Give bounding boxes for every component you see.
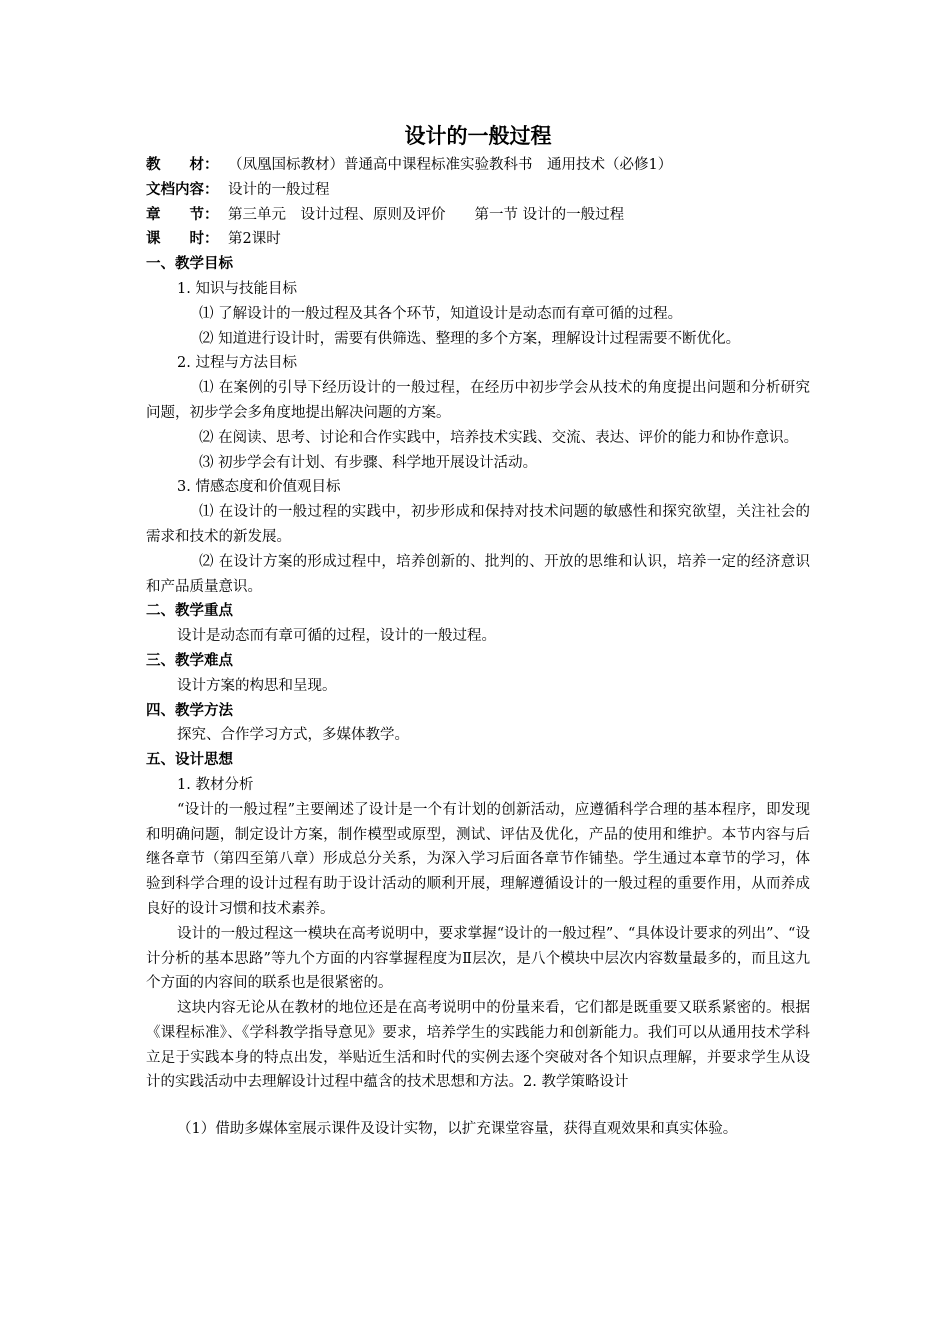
- goal-item: ⑵ 知道进行设计时，需要有供筛选、整理的多个方案，理解设计过程需要不断优化。: [199, 330, 741, 347]
- subsection-title: 1. 教材分析: [177, 776, 254, 793]
- meta-row-chapter: [146, 203, 810, 228]
- subsection-title: 2. 过程与方法目标: [177, 355, 297, 372]
- goal-item: ⑴ 了解设计的一般过程及其各个环节，知道设计是动态而有章可循的过程。: [199, 305, 683, 322]
- section-heading-goals: 一、教学目标: [146, 256, 233, 273]
- meta-value: （凤凰国标教材）普通高中课程标准实验教科书 通用技术（必修1）: [228, 157, 673, 173]
- meta-row-period: [146, 227, 810, 252]
- section-text: 设计是动态而有章可循的过程，设计的一般过程。: [177, 628, 496, 645]
- goal-item: ⑵ 在阅读、思考、讨论和合作实践中，培养技术实践、交流、表达、评价的能力和协作意识。: [199, 429, 799, 446]
- strategy-item: （1）借助多媒体室展示课件及设计实物，以扩充课堂容量，获得直观效果和真实体验。: [177, 1121, 738, 1138]
- section-text: 探究、合作学习方式，多媒体教学。: [177, 727, 409, 744]
- goal-item: ⑴ 在案例的引导下经历设计的一般过程，在经历中初步学会从技术的角度提出问题和分析研究问题，初步学会多角度地提出解决问题的方案。: [146, 380, 810, 421]
- meta-key: 文档内容：: [146, 181, 219, 198]
- section-heading-methods: 四、教学方法: [146, 702, 233, 719]
- section-heading-design: 五、设计思想: [146, 752, 233, 769]
- spacer: [146, 1095, 810, 1117]
- meta-key: 章 节：: [146, 206, 219, 223]
- meta-row-content: [146, 178, 810, 203]
- meta-value: 设计的一般过程: [228, 181, 330, 198]
- meta-key: 课 时：: [146, 231, 219, 248]
- subsection-title: 1. 知识与技能目标: [177, 280, 297, 297]
- page-title: 设计的一般过程: [404, 124, 552, 148]
- section-heading-difficulties: 三、教学难点: [146, 652, 233, 669]
- document-body: [146, 121, 810, 1142]
- body-paragraph: 这块内容无论从在教材的地位还是在高考说明中的份量来看，它们都是既重要又联系紧密的。根据《课程标准》、《学科教学指导意见》要求，培养学生的实践能力和创新能力。我们可以从通用技术学科立足于实践本身的特点出发，举贴近生活和时代的实例去逐个突破对各个知识点理解，并要求学生从设计的实践活动中去理解设计过程中蕴含的技术思想和方法。2. 教学策略设计: [146, 1000, 810, 1091]
- body-paragraph: 设计的一般过程这一模块在高考说明中，要求掌握“设计的一般过程”、“具体设计要求的列出”、“设计分析的基本思路”等九个方面的内容掌握程度为Ⅱ层次，是八个模块中层次内容数量最多的，而且这九个方面的内容间的联系也是很紧密的。: [146, 925, 810, 992]
- section-heading-key-points: 二、教学重点: [146, 603, 233, 620]
- goal-item: ⑶ 初步学会有计划、有步骤、科学地开展设计活动。: [199, 454, 538, 471]
- goal-item: ⑵ 在设计方案的形成过程中，培养创新的、批判的、开放的思维和认识，培养一定的经济意识和产品质量意识。: [146, 553, 810, 595]
- meta-row-textbook: [146, 153, 810, 178]
- meta-value: 第三单元 设计过程、原则及评价 第一节 设计的一般过程: [228, 206, 625, 223]
- section-text: 设计方案的构思和呈现。: [177, 677, 337, 694]
- subsection-title: 3. 情感态度和价值观目标: [177, 479, 341, 496]
- goal-item: ⑴ 在设计的一般过程的实践中，初步形成和保持对技术问题的敏感性和探究欲望，关注社会的需求和技术的新发展。: [146, 504, 810, 545]
- meta-value: 第2课时: [228, 231, 281, 248]
- body-paragraph: “设计的一般过程”主要阐述了设计是一个有计划的创新活动，应遵循科学合理的基本程序，即发现和明确问题，制定设计方案，制作模型或原型，测试、评估及优化，产品的使用和维护。本节内容与后继各章节（第四至第八章）形成总分关系，为深入学习后面各章节作铺垫。学生通过本章节的学习，体验到科学合理的设计过程有助于设计活动的顺利开展，理解遵循设计的一般过程的重要作用，从而养成良好的设计习惯和技术素养。: [146, 801, 810, 917]
- meta-key: 教 材：: [146, 157, 219, 173]
